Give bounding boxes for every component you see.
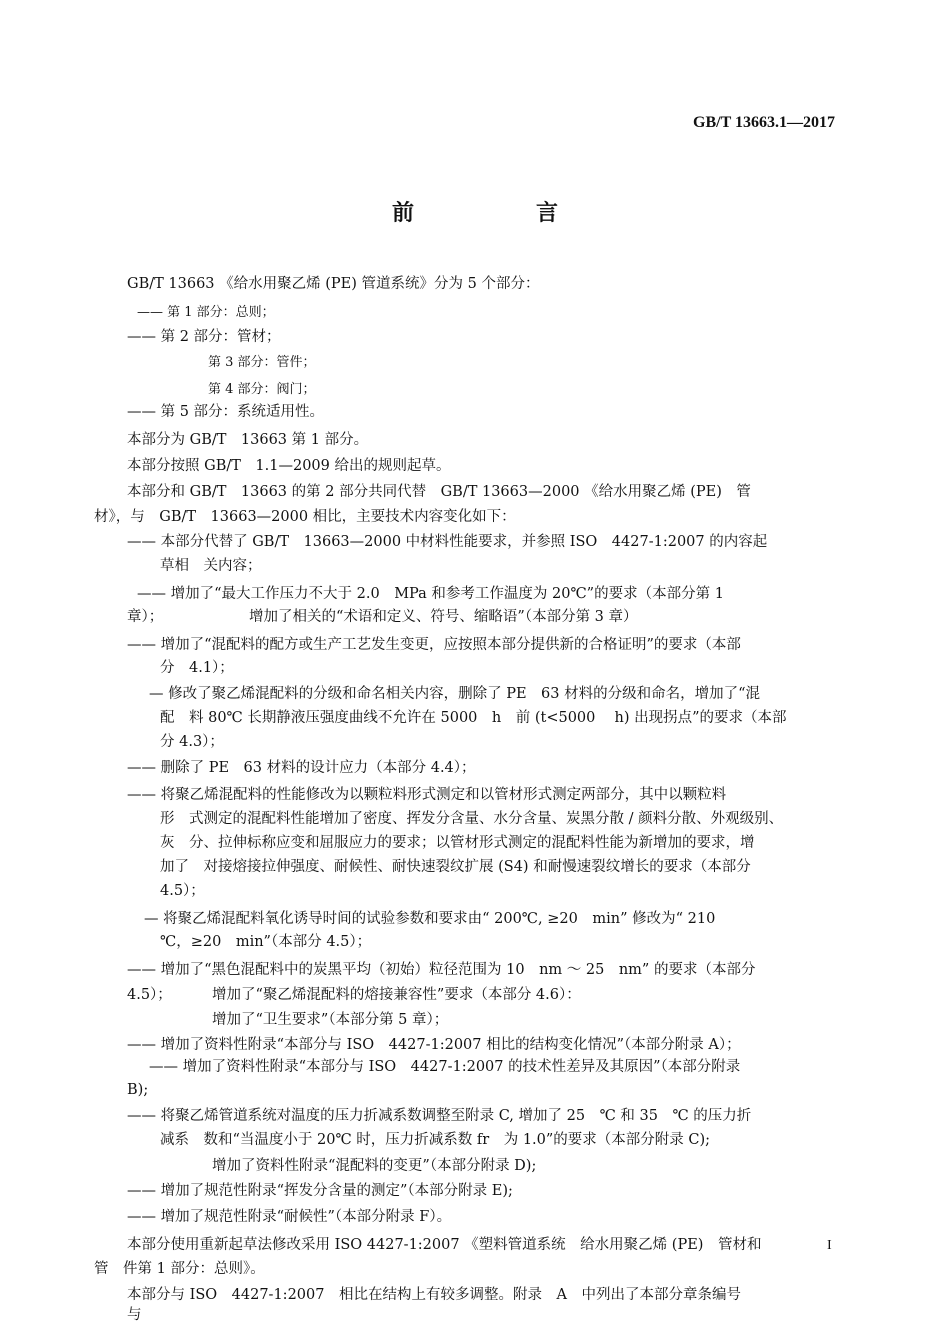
list-item: —— 增加了“最大工作压力不大于 2.0 MPa 和参考工作温度为 20℃”的要求（本部分第 1 (137, 586, 724, 602)
list-item: —— 删除了 PE 63 材料的设计应力（本部分 4.4）； (127, 760, 476, 776)
list-item: 增加了资料性附录“混配料的变更”（本部分附录 D); (212, 1158, 537, 1174)
page-number: I (827, 1238, 832, 1253)
list-item: B); (127, 1082, 149, 1098)
paragraph-line: 本部分与 ISO 4427-1:2007 相比在结构上有较多调整。附录 A 中列出了本部分章条编号 (127, 1287, 741, 1303)
list-item: 4.5）； (127, 987, 172, 1003)
paragraph-line: 本部分使用重新起草法修改采用 ISO 4427-1:2007 《塑料管道系统 给水用聚乙烯 (PE) 管材和 (127, 1237, 762, 1253)
list-item: —— 增加了“黑色混配料中的炭黑平均（初始）粒径范围为 10 nm ～ 25 nm” 的要求（本部分 (127, 962, 756, 978)
list-item: 分 4.3）； (160, 734, 224, 750)
paragraph-line: 本部分按照 GB/T 1.1—2009 给出的规则起草。 (127, 458, 451, 474)
list-item: 减系 数和“当温度小于 20℃ 时，压力折减系数 fr 为 1.0”的要求（本部分附录 C); (160, 1132, 711, 1148)
paragraph-line: 与 (127, 1307, 142, 1323)
list-item: —— 增加了“混配料的配方或生产工艺发生变更，应按照本部分提供新的合格证明”的要求（本部 (127, 637, 741, 653)
list-item: —— 第 2 部分：管材； (127, 329, 281, 345)
list-item: 分 4.1）； (160, 660, 234, 676)
list-item: 形 式测定的混配料性能增加了密度、挥发分含量、水分含量、炭黑分散 / 颜料分散、外观级别、 (160, 811, 784, 827)
list-item: — 将聚乙烯混配料氧化诱导时间的试验参数和要求由“ 200℃, ≥20 min” 修改为“ 210 (144, 911, 716, 927)
document-code: GB/T 13663.1—2017 (693, 114, 835, 131)
paragraph-line: 材》，与 GB/T 13663—2000 相比，主要技术内容变化如下： (94, 509, 516, 525)
list-item: 加了 对接熔接拉伸强度、耐候性、耐快速裂纹扩展 (S4) 和耐慢速裂纹增长的要求（本部分 (160, 859, 751, 875)
list-item: — 修改了聚乙烯混配料的分级和命名相关内容，删除了 PE 63 材料的分级和命名，增加了“混 (149, 686, 761, 702)
list-item: 4.5）； (160, 883, 205, 899)
list-item: —— 本部分代替了 GB/T 13663—2000 中材料性能要求，并参照 ISO 4427-1:2007 的内容起 (127, 534, 768, 550)
list-item: 灰 分、拉伸标称应变和屈服应力的要求；以管材形式测定的混配料性能为新增加的要求，增 (160, 835, 755, 851)
list-item: 第 4 部分：阀门； (208, 382, 316, 397)
page-title: 前 言 (391, 201, 608, 226)
list-item: —— 第 1 部分：总则； (137, 305, 275, 320)
list-item: 第 3 部分：管件； (208, 355, 316, 370)
paragraph-line: 本部分和 GB/T 13663 的第 2 部分共同代替 GB/T 13663—2000 《给水用聚乙烯 (PE) 管 (127, 484, 751, 500)
list-item: 增加了“卫生要求”（本部分第 5 章）； (212, 1012, 449, 1028)
list-item: —— 增加了规范性附录“挥发分含量的测定”（本部分附录 E); (127, 1183, 513, 1199)
list-item: 增加了“聚乙烯混配料的熔接兼容性”要求（本部分 4.6）： (212, 987, 581, 1003)
list-item: 配 料 80℃ 长期静液压强度曲线不允许在 5000 h 前 (t<5000 h) 出现拐点”的要求（本部 (160, 710, 787, 726)
list-item: ℃，≥20 min”（本部分 4.5）； (160, 934, 372, 950)
list-item: —— 增加了资料性附录“本部分与 ISO 4427-1:2007 的技术性差异及其原因”（本部分附录 (149, 1059, 741, 1075)
list-item: —— 将聚乙烯混配料的性能修改为以颗粒料形式测定和以管材形式测定两部分，其中以颗粒料 (127, 787, 727, 803)
list-item: 草相 关内容； (160, 558, 262, 574)
paragraph-line: 管 件第 1 部分：总则》。 (94, 1261, 265, 1277)
paragraph-line: GB/T 13663 《给水用聚乙烯 (PE) 管道系统》分为 5 个部分： (127, 276, 540, 292)
list-item: 章）； (127, 609, 164, 625)
list-item: —— 增加了资料性附录“本部分与 ISO 4427-1:2007 相比的结构变化情况”（本部分附录 A）； (127, 1037, 741, 1053)
list-item: 增加了相关的“术语和定义、符号、缩略语”（本部分第 3 章） (249, 609, 638, 625)
paragraph-line: 本部分为 GB/T 13663 第 1 部分。 (127, 432, 369, 448)
list-item: —— 增加了规范性附录“耐候性”（本部分附录 F）。 (127, 1209, 452, 1225)
list-item: —— 将聚乙烯管道系统对温度的压力折减系数调整至附录 C, 增加了 25 ℃ 和 35 ℃ 的压力折 (127, 1108, 752, 1124)
list-item: —— 第 5 部分：系统适用性。 (127, 404, 325, 420)
